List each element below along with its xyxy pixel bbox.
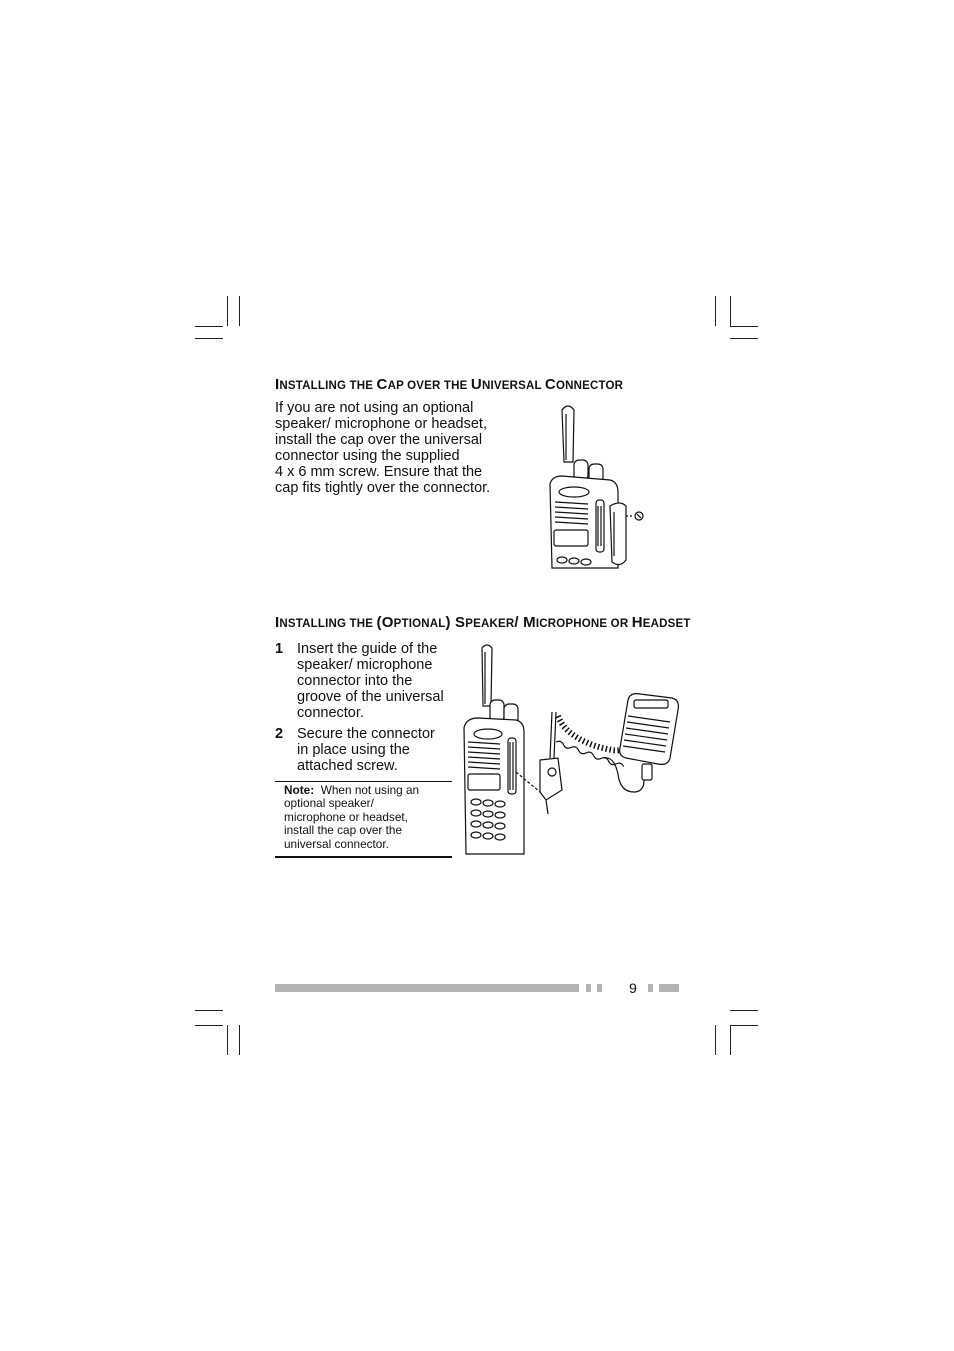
note-box	[275, 781, 452, 858]
note-line: install the cap over the	[284, 823, 403, 838]
heading-text-part: H	[631, 614, 643, 631]
heading-text-part: EADSET	[642, 618, 691, 630]
heading-text-part: ONNECTOR	[555, 380, 624, 392]
heading-text-part: I	[275, 614, 280, 631]
footer-bar-segment	[597, 984, 602, 992]
text-line: speaker/ microphone or headset,	[275, 416, 487, 433]
heading-text-part: C	[376, 376, 388, 393]
heading-text-part: NSTALLING THE	[279, 618, 377, 630]
heading-text-part: NIVERSAL	[481, 380, 545, 392]
heading-text-part: PEAKER	[465, 618, 515, 630]
text-line: connector using the supplied	[275, 448, 460, 465]
cap-instructions-paragraph	[275, 400, 510, 497]
step-number: 2	[275, 726, 284, 742]
text-line: cap fits tightly over the connector.	[275, 480, 491, 497]
footer-bar-segment	[586, 984, 591, 992]
heading-text-part: U	[470, 376, 482, 393]
text-line: 4 x 6 mm screw. Ensure that the	[275, 464, 483, 481]
step-text	[297, 641, 457, 721]
text-line: speaker/ microphone	[297, 657, 433, 673]
text-line: connector into the	[297, 673, 413, 689]
step-text	[297, 726, 457, 774]
text-line: Secure the connector	[297, 726, 435, 742]
text-line: install the cap over the universal	[275, 432, 483, 449]
heading-text-part: C	[544, 376, 556, 393]
note-line-text: When not using an	[320, 783, 420, 797]
text-line: groove of the universal	[297, 689, 444, 705]
step-number: 1	[275, 641, 284, 657]
text-line: If you are not using an optional	[275, 400, 474, 416]
text-line: connector.	[297, 705, 364, 721]
section-heading-speaker-microphone	[275, 614, 691, 631]
heading-text-part: I	[275, 376, 280, 393]
text-line: attached screw.	[297, 758, 398, 774]
note-label: Note:	[284, 783, 315, 797]
footer-bar-end	[659, 984, 679, 992]
heading-text-part: ) S	[445, 614, 466, 631]
text-line: in place using the	[297, 742, 410, 758]
footer-bar-segment	[648, 984, 653, 992]
heading-text-part: / M	[514, 614, 536, 631]
section-heading-cap	[275, 376, 623, 393]
note-text	[275, 782, 452, 851]
note-line: universal connector.	[284, 836, 389, 851]
heading-text-part: AP OVER THE	[387, 380, 471, 392]
heading-text-part: NSTALLING THE	[279, 380, 377, 392]
heading-text-part: ICROPHONE OR	[535, 618, 632, 630]
note-line	[284, 784, 444, 797]
page-number: 9	[629, 980, 637, 996]
note-line: optional speaker/	[284, 796, 374, 811]
heading-text-part: (O	[376, 614, 394, 631]
footer-bar	[275, 984, 579, 992]
radio-speaker-microphone-illustration-icon	[458, 642, 683, 860]
text-line: Insert the guide of the	[297, 641, 438, 657]
radio-cap-screw-illustration-icon	[540, 400, 650, 572]
note-line: microphone or headset,	[284, 809, 408, 824]
heading-text-part: PTIONAL	[393, 618, 446, 630]
